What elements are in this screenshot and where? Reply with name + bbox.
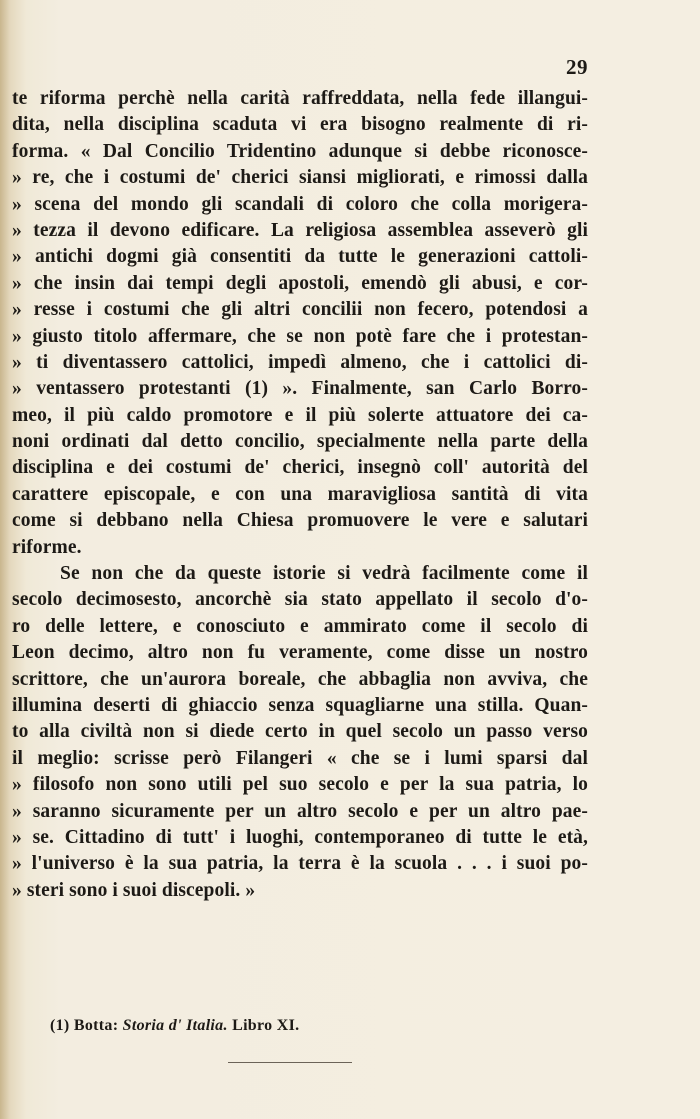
text-line: come si debbano nella Chiesa promuovere le vere e salutari <box>12 510 588 532</box>
text-line: il meglio: scrisse però Filangeri « che se i lumi sparsi dal <box>12 747 588 769</box>
text-line: » re, che i costumi de' cherici siansi migliorati, e rimossi dalla <box>12 167 588 189</box>
text-line: » resse i costumi che gli altri concilii non fecero, potendosi a <box>12 299 588 321</box>
footnote-book: Libro XI. <box>232 1017 300 1034</box>
text-line: Leon decimo, altro non fu veramente, come disse un nostro <box>12 642 588 664</box>
text-line: » antichi dogmi già consentiti da tutte le generazioni cattoli- <box>12 246 588 268</box>
text-line: » l'universo è la sua patria, la terra è la scuola . . . i suoi po- <box>12 853 588 875</box>
text-line: carattere episcopale, e con una maravigliosa santità di vita <box>12 483 588 505</box>
bottom-rule <box>228 1062 352 1063</box>
text-line: forma. « Dal Concilio Tridentino adunque si debbe riconosce- <box>12 140 588 162</box>
body-text <box>12 86 588 904</box>
footnote-work-title: Storia d' Italia. <box>122 1017 228 1034</box>
text-line: disciplina e dei costumi de' cherici, insegnò coll' autorità del <box>12 457 588 479</box>
footnote <box>50 1017 590 1035</box>
text-line: illumina deserti di ghiaccio senza squagliarne una stilla. Quan- <box>12 694 588 716</box>
text-line: dita, nella disciplina scaduta vi era bisogno realmente di ri- <box>12 114 588 136</box>
text-line: ro delle lettere, e conosciuto e ammirato come il secolo di <box>12 615 588 637</box>
text-line: » giusto titolo affermare, che se non potè fare che i protestan- <box>12 325 588 347</box>
text-line: riforme. <box>12 536 82 558</box>
text-line: noni ordinati dal detto concilio, specialmente nella parte della <box>12 431 588 453</box>
text-line: » ventassero protestanti (1) ». Finalmente, san Carlo Borro- <box>12 378 588 400</box>
text-line: to alla civiltà non si diede certo in quel secolo un passo verso <box>12 721 588 743</box>
text-line: » steri sono i suoi discepoli. » <box>12 879 256 901</box>
footnote-marker: (1) <box>50 1017 70 1034</box>
text-line: » se. Cittadino di tutt' i luoghi, contemporaneo di tutte le età, <box>12 826 588 848</box>
text-line: » filosofo non sono utili pel suo secolo e per la sua patria, lo <box>12 774 588 796</box>
text-line: » tezza il devono edificare. La religiosa assemblea asseverò gli <box>12 219 588 241</box>
text-line: » scena del mondo gli scandali di coloro che colla morigera- <box>12 193 588 215</box>
text-line: meo, il più caldo promotore e il più solerte attuatore dei ca- <box>12 404 588 426</box>
text-line: te riforma perchè nella carità raffreddata, nella fede illangui- <box>12 88 588 109</box>
text-line: secolo decimosesto, ancorchè sia stato appellato il secolo d'o- <box>12 589 588 611</box>
text-line: » che insin dai tempi degli apostoli, emendò gli abusi, e cor- <box>12 272 588 294</box>
footnote-author: Botta: <box>73 1017 119 1034</box>
text-line: » saranno sicuramente per un altro secolo e per un altro pae- <box>12 800 588 822</box>
text-line: » ti diventassero cattolici, impedì almeno, che i cattolici di- <box>12 351 588 373</box>
page-number: 29 <box>566 55 588 79</box>
text-line: scrittore, che un'aurora boreale, che abbaglia non avviva, che <box>12 668 588 690</box>
paragraph-start-line: Se non che da queste istorie si vedrà facilmente come il <box>60 563 588 585</box>
